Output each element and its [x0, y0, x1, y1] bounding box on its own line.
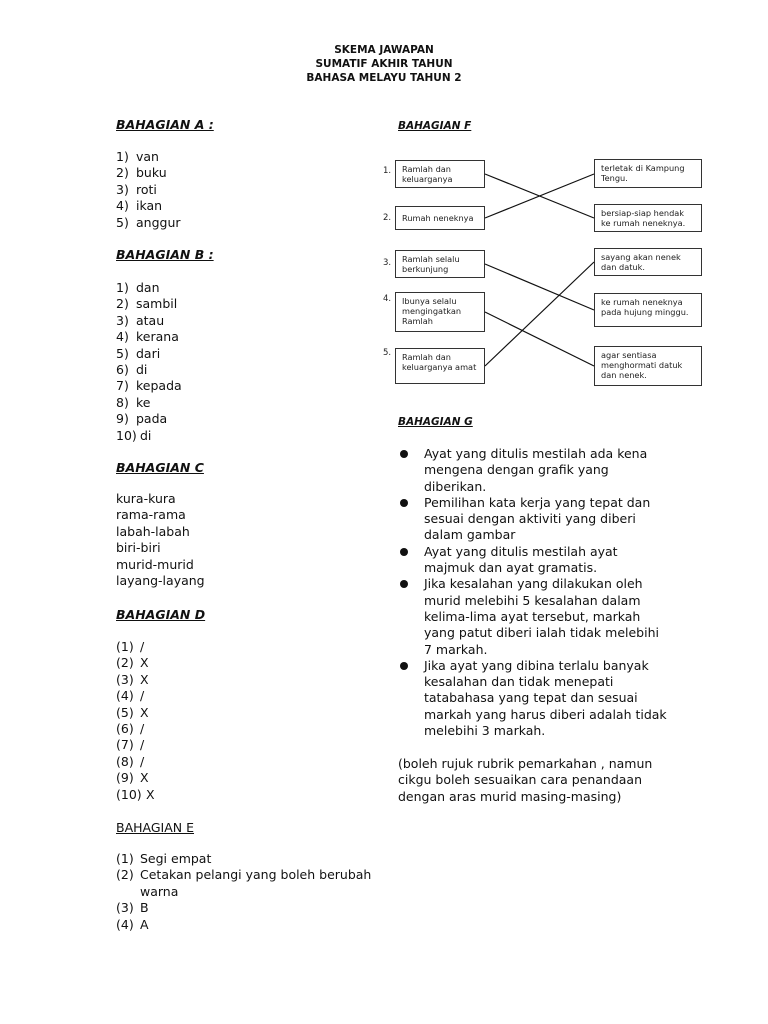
bullet-icon	[400, 450, 408, 458]
list-item: 1) dan	[116, 280, 160, 295]
list-item: rama-rama	[116, 507, 186, 523]
match-line-3	[485, 264, 594, 310]
f-left-box-2: Rumah neneknya	[395, 206, 485, 230]
list-item: 8) ke	[116, 394, 151, 410]
list-item: (2) X	[116, 655, 149, 671]
bahagian-d-title: BAHAGIAN D	[116, 607, 206, 622]
bahagian-g-note: (boleh rujuk rubrik pemarkahan , namun cikgu boleh sesuaikan cara penandaan dengan aras murid masing-masing)	[398, 756, 653, 804]
bahagian-e-title: BAHAGIAN E	[116, 820, 195, 835]
list-item: 3) atau	[116, 312, 165, 328]
list-item: Pemilihan kata kerja yang tepat dan sesuai dengan aktiviti yang diberi dalam gambar	[398, 495, 668, 544]
f-left-box-3: Ramlah selalu berkunjung	[395, 250, 485, 278]
list-item: (4) /	[116, 688, 145, 704]
match-line-4	[485, 312, 594, 366]
list-item: 5) dari	[116, 345, 161, 361]
list-item: (10) X	[116, 786, 155, 802]
list-item: (4) A	[116, 916, 149, 932]
list-item: 3) roti	[116, 181, 157, 197]
list-item: 10) di	[116, 427, 152, 443]
f-right-box-5: agar sentiasa menghormati datuk dan nenek.	[594, 346, 702, 386]
f-row-number: 1.	[383, 166, 392, 176]
f-row-number: 3.	[383, 258, 392, 268]
list-item: layang-layang	[116, 572, 205, 588]
header-line-2: SUMATIF AKHIR TAHUN	[315, 58, 453, 70]
bahagian-f-title: BAHAGIAN F	[398, 120, 472, 132]
header-line-3: BAHASA MELAYU TAHUN 2	[306, 72, 462, 84]
list-item: (8) /	[116, 753, 145, 769]
list-item: Ayat yang ditulis mestilah ada kena mengena dengan grafik yang diberikan.	[398, 446, 668, 495]
f-left-box-5: Ramlah dan keluarganya amat	[395, 348, 485, 384]
f-right-box-3: sayang akan nenek dan datuk.	[594, 248, 702, 276]
list-item: (1) Segi empat	[116, 851, 212, 866]
list-item: (1) /	[116, 639, 145, 654]
f-row-number: 2.	[383, 213, 392, 223]
list-item: 5) anggur	[116, 214, 181, 230]
list-item: (9) X	[116, 770, 149, 786]
header-line-1: SKEMA JAWAPAN	[334, 44, 434, 56]
list-item: (5) X	[116, 704, 149, 720]
f-right-box-1: terletak di Kampung Tengu.	[594, 159, 702, 188]
bahagian-b-title: BAHAGIAN B :	[116, 247, 214, 262]
list-item: Ayat yang ditulis mestilah ayat majmuk dan ayat gramatis.	[398, 544, 668, 577]
list-item: biri-biri	[116, 540, 161, 556]
f-right-box-2: bersiap-siap hendak ke rumah neneknya.	[594, 204, 702, 232]
list-item: (3) X	[116, 671, 149, 687]
list-item: 4) ikan	[116, 198, 163, 214]
list-item: 1) van	[116, 149, 159, 164]
list-item: murid-murid	[116, 556, 194, 572]
list-item: (7) /	[116, 737, 145, 753]
bahagian-g-bullets	[398, 446, 668, 739]
bahagian-g-title: BAHAGIAN G	[398, 416, 473, 428]
bahagian-a-title: BAHAGIAN A :	[116, 117, 214, 132]
f-row-number: 5.	[383, 348, 392, 358]
list-item: Jika ayat yang dibina terlalu banyak kesalahan dan tidak menepati tatabahasa yang tepat dan sesuai markah yang harus diberi adalah tidak melebihi 3 markah.	[398, 658, 668, 739]
list-item: 2) sambil	[116, 296, 178, 312]
match-line-5	[485, 262, 594, 366]
bullet-icon	[400, 580, 408, 588]
list-item: 2) buku	[116, 165, 167, 181]
bullet-icon	[400, 662, 408, 670]
list-item: Jika kesalahan yang dilakukan oleh murid melebihi 5 kesalahan dalam kelima-lima ayat tersebut, markah yang patut diberi ialah tidak melebihi 7 markah.	[398, 576, 668, 657]
f-right-box-4: ke rumah neneknya pada hujung minggu.	[594, 293, 702, 327]
list-item: (2) Cetakan pelangi yang boleh berubah warna	[116, 867, 372, 899]
bullet-icon	[400, 499, 408, 507]
list-item: 4) kerana	[116, 329, 179, 345]
f-row-number: 4.	[383, 294, 392, 304]
list-item: (3) B	[116, 900, 149, 916]
list-item: 9) pada	[116, 411, 168, 427]
list-item: labah-labah	[116, 523, 190, 539]
bullet-icon	[400, 548, 408, 556]
list-item: (6) /	[116, 720, 145, 736]
list-item: 7) kepada	[116, 378, 182, 394]
list-item: kura-kura	[116, 491, 176, 506]
bahagian-c-title: BAHAGIAN C	[116, 460, 204, 475]
list-item: 6) di	[116, 361, 148, 377]
f-left-box-1: Ramlah dan keluarganya	[395, 160, 485, 188]
f-left-box-4: Ibunya selalu mengingatkan Ramlah	[395, 292, 485, 332]
